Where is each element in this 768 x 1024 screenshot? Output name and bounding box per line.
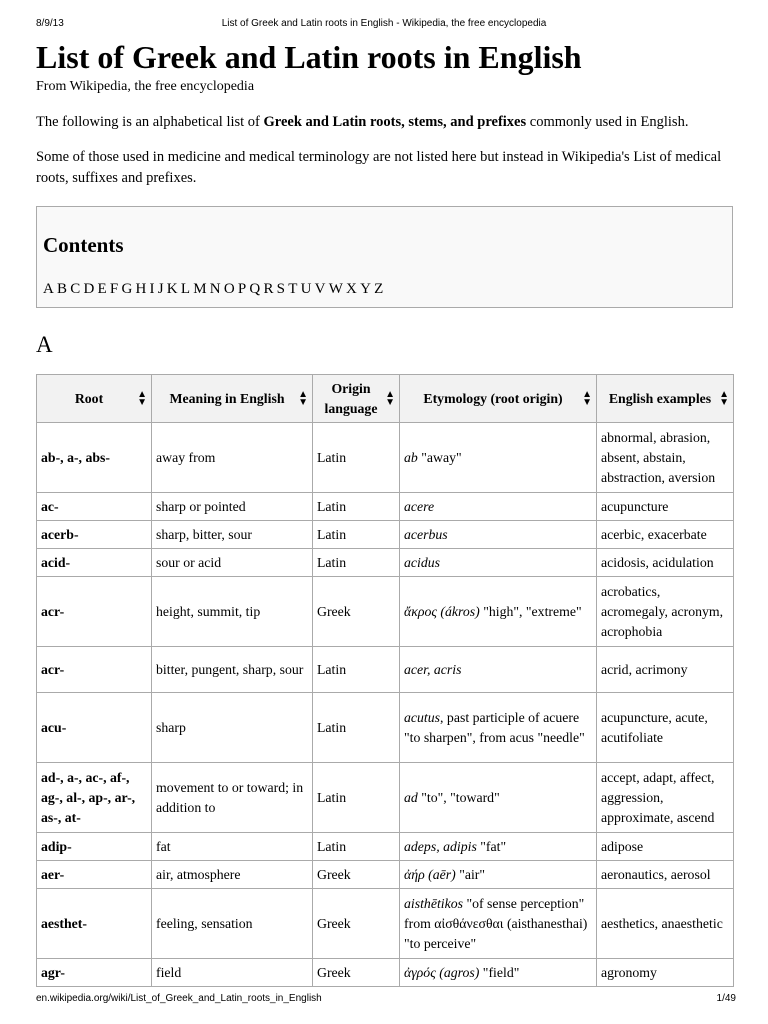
column-header-examples[interactable]: English examples ▲ ▼ xyxy=(597,375,734,423)
cell-etymology xyxy=(400,861,597,889)
cell-root: acr- xyxy=(37,647,152,693)
contents-letter-link[interactable]: T xyxy=(288,281,298,297)
etymology-word: acerbus xyxy=(404,526,448,542)
cell-examples: acrid, acrimony xyxy=(597,647,734,693)
cell-etymology xyxy=(400,493,597,521)
contents-letter-link[interactable]: O xyxy=(223,281,235,297)
contents-letter-link[interactable]: Z xyxy=(374,281,384,297)
cell-root: acid- xyxy=(37,549,152,577)
contents-letter-link[interactable]: D xyxy=(83,281,95,297)
contents-letter-link[interactable]: E xyxy=(97,281,107,297)
etymology-word: ἀήρ (aēr) xyxy=(404,866,456,882)
section-heading-a: A xyxy=(36,332,53,357)
cell-root: adip- xyxy=(37,833,152,861)
cell-examples: aeronautics, aerosol xyxy=(597,861,734,889)
etymology-word: aisthētikos xyxy=(404,895,464,911)
sort-icon[interactable]: ▲ ▼ xyxy=(298,388,308,408)
etymology-word: ἄκρος (ákros) xyxy=(404,603,480,619)
contents-letter-link[interactable]: S xyxy=(276,281,286,297)
table-header-row xyxy=(37,375,734,423)
print-url: en.wikipedia.org/wiki/List_of_Greek_and_Latin_roots_in_English xyxy=(36,993,322,1004)
cell-meaning: sharp, bitter, sour xyxy=(152,521,313,549)
intro-pre: The following is an alphabetical list of xyxy=(36,114,264,130)
cell-meaning: bitter, pungent, sharp, sour xyxy=(152,647,313,693)
contents-letter-link[interactable]: H xyxy=(135,281,147,297)
table-row xyxy=(37,577,734,647)
cell-etymology xyxy=(400,693,597,763)
etymology-word: ad xyxy=(404,789,418,805)
cell-examples: agronomy xyxy=(597,959,734,987)
cell-examples: aesthetics, anaesthetic xyxy=(597,889,734,959)
print-doc-title: List of Greek and Latin roots in English - Wikipedia, the free encyclopedia xyxy=(221,18,547,29)
print-page-number: 1/49 xyxy=(716,993,736,1004)
etymology-gloss: "to", "toward" xyxy=(417,789,500,805)
cell-origin: Latin xyxy=(313,493,400,521)
etymology-word: acidus xyxy=(404,554,441,570)
medical-note-paragraph: Some of those used in medicine and medical terminology are not listed here but instead in Wikipedia's List of medical roots, suffixes and prefixes. xyxy=(36,149,722,186)
cell-etymology xyxy=(400,833,597,861)
etymology-word: acer, acris xyxy=(404,661,462,677)
etymology-gloss: "away" xyxy=(417,449,462,465)
table-row xyxy=(37,521,734,549)
contents-letter-link[interactable]: V xyxy=(314,281,326,297)
cell-etymology xyxy=(400,763,597,833)
table-row xyxy=(37,693,734,763)
sort-icon[interactable]: ▲ ▼ xyxy=(137,388,147,408)
intro-paragraph xyxy=(36,112,733,133)
cell-origin: Latin xyxy=(313,521,400,549)
contents-letter-link[interactable]: L xyxy=(180,281,191,297)
cell-meaning: air, atmosphere xyxy=(152,861,313,889)
cell-examples: acrobatics, acromegaly, acronym, acrophobia xyxy=(597,577,734,647)
intro-bold: Greek and Latin roots, stems, and prefixes xyxy=(263,114,527,130)
cell-examples: accept, adapt, affect, aggression, approximate, ascend xyxy=(597,763,734,833)
etymology-gloss: "fat" xyxy=(476,838,507,854)
cell-meaning: movement to or toward; in addition to xyxy=(152,763,313,833)
etymology-gloss: "air" xyxy=(455,866,486,882)
contents-letter-link[interactable]: A xyxy=(43,281,55,297)
contents-letter-link[interactable]: Q xyxy=(249,281,261,297)
contents-letter-link[interactable]: R xyxy=(263,281,274,297)
cell-etymology xyxy=(400,521,597,549)
contents-letter-link[interactable]: G xyxy=(121,281,133,297)
cell-origin: Latin xyxy=(313,423,400,493)
cell-meaning: feeling, sensation xyxy=(152,889,313,959)
cell-examples: adipose xyxy=(597,833,734,861)
roots-table xyxy=(36,374,734,987)
column-header-root[interactable]: Root ▲ ▼ xyxy=(37,375,152,423)
contents-letter-link[interactable]: K xyxy=(166,281,178,297)
cell-meaning: sharp xyxy=(152,693,313,763)
table-row xyxy=(37,647,734,693)
contents-letters xyxy=(43,281,387,298)
etymology-word: adeps, adipis xyxy=(404,838,477,854)
etymology-gloss: "field" xyxy=(479,964,520,980)
sort-icon[interactable]: ▲ ▼ xyxy=(385,388,395,408)
table-row xyxy=(37,549,734,577)
table-row xyxy=(37,423,734,493)
contents-letter-link[interactable]: I xyxy=(149,281,155,297)
cell-root: ac- xyxy=(37,493,152,521)
roots-table-body xyxy=(37,423,734,987)
sort-icon[interactable]: ▲ ▼ xyxy=(719,388,729,408)
etymology-gloss: "high", "extreme" xyxy=(479,603,582,619)
cell-etymology xyxy=(400,647,597,693)
contents-letter-link[interactable]: C xyxy=(70,281,81,297)
print-date: 8/9/13 xyxy=(36,18,64,29)
cell-meaning: height, summit, tip xyxy=(152,577,313,647)
cell-origin: Greek xyxy=(313,861,400,889)
contents-letter-link[interactable]: B xyxy=(57,281,68,297)
table-row xyxy=(37,833,734,861)
print-header xyxy=(0,18,768,32)
contents-letter-link[interactable]: P xyxy=(237,281,247,297)
etymology-gloss: , past participle of acuere "to sharpen", from acus "needle" xyxy=(404,709,585,745)
cell-root: acu- xyxy=(37,693,152,763)
cell-origin: Greek xyxy=(313,959,400,987)
table-row xyxy=(37,493,734,521)
cell-etymology xyxy=(400,577,597,647)
contents-letter-link[interactable]: U xyxy=(300,281,312,297)
cell-origin: Latin xyxy=(313,647,400,693)
cell-origin: Latin xyxy=(313,549,400,577)
cell-meaning: sour or acid xyxy=(152,549,313,577)
contents-letter-link[interactable]: M xyxy=(193,281,207,297)
cell-examples: acupuncture, acute, acutifoliate xyxy=(597,693,734,763)
contents-letter-link[interactable]: Y xyxy=(360,281,372,297)
table-row xyxy=(37,889,734,959)
etymology-word: acutus xyxy=(404,709,441,725)
cell-root: acerb- xyxy=(37,521,152,549)
intro-post: commonly used in English. xyxy=(526,114,689,130)
contents-letter-link[interactable]: N xyxy=(209,281,221,297)
contents-letter-link[interactable]: W xyxy=(328,281,344,297)
cell-root: agr- xyxy=(37,959,152,987)
cell-etymology xyxy=(400,959,597,987)
etymology-word: ἀγρός (agros) xyxy=(404,964,480,980)
contents-letter-link[interactable]: X xyxy=(346,281,358,297)
cell-origin: Greek xyxy=(313,577,400,647)
page-title: List of Greek and Latin roots in English xyxy=(36,39,582,75)
cell-origin: Latin xyxy=(313,693,400,763)
page-subtitle: From Wikipedia, the free encyclopedia xyxy=(36,79,255,94)
cell-root: aer- xyxy=(37,861,152,889)
column-header-meaning[interactable]: Meaning in English ▲ ▼ xyxy=(152,375,313,423)
cell-origin: Latin xyxy=(313,763,400,833)
table-row xyxy=(37,861,734,889)
article-content xyxy=(36,38,733,987)
print-footer xyxy=(0,993,768,1007)
cell-etymology xyxy=(400,549,597,577)
cell-examples: abnormal, abrasion, absent, abstain, abstraction, aversion xyxy=(597,423,734,493)
column-header-origin[interactable]: Origin language ▲ ▼ xyxy=(313,375,400,423)
etymology-word: acere xyxy=(404,498,435,514)
etymology-gloss: "of sense perception" from αἰσθάνεσθαι (aisthanesthai) "to perceive" xyxy=(404,895,588,951)
cell-origin: Greek xyxy=(313,889,400,959)
cell-examples: acerbic, exacerbate xyxy=(597,521,734,549)
cell-root: ad-, a-, ac-, af-, ag-, al-, ap-, ar-, as-, at- xyxy=(37,763,152,833)
table-row xyxy=(37,959,734,987)
etymology-word: ab xyxy=(404,449,418,465)
cell-root: aesthet- xyxy=(37,889,152,959)
cell-origin: Latin xyxy=(313,833,400,861)
cell-meaning: fat xyxy=(152,833,313,861)
cell-root: acr- xyxy=(37,577,152,647)
cell-root: ab-, a-, abs- xyxy=(37,423,152,493)
cell-examples: acupuncture xyxy=(597,493,734,521)
cell-etymology xyxy=(400,423,597,493)
contents-letter-link[interactable]: F xyxy=(109,281,119,297)
cell-meaning: field xyxy=(152,959,313,987)
table-row xyxy=(37,763,734,833)
cell-meaning: away from xyxy=(152,423,313,493)
sort-icon[interactable]: ▲ ▼ xyxy=(582,388,592,408)
contents-letter-link[interactable]: J xyxy=(157,281,164,297)
cell-meaning: sharp or pointed xyxy=(152,493,313,521)
table-of-contents xyxy=(36,206,733,308)
cell-etymology xyxy=(400,889,597,959)
cell-examples: acidosis, acidulation xyxy=(597,549,734,577)
contents-heading: Contents xyxy=(43,233,124,257)
column-header-etymology[interactable]: Etymology (root origin) ▲ ▼ xyxy=(400,375,597,423)
